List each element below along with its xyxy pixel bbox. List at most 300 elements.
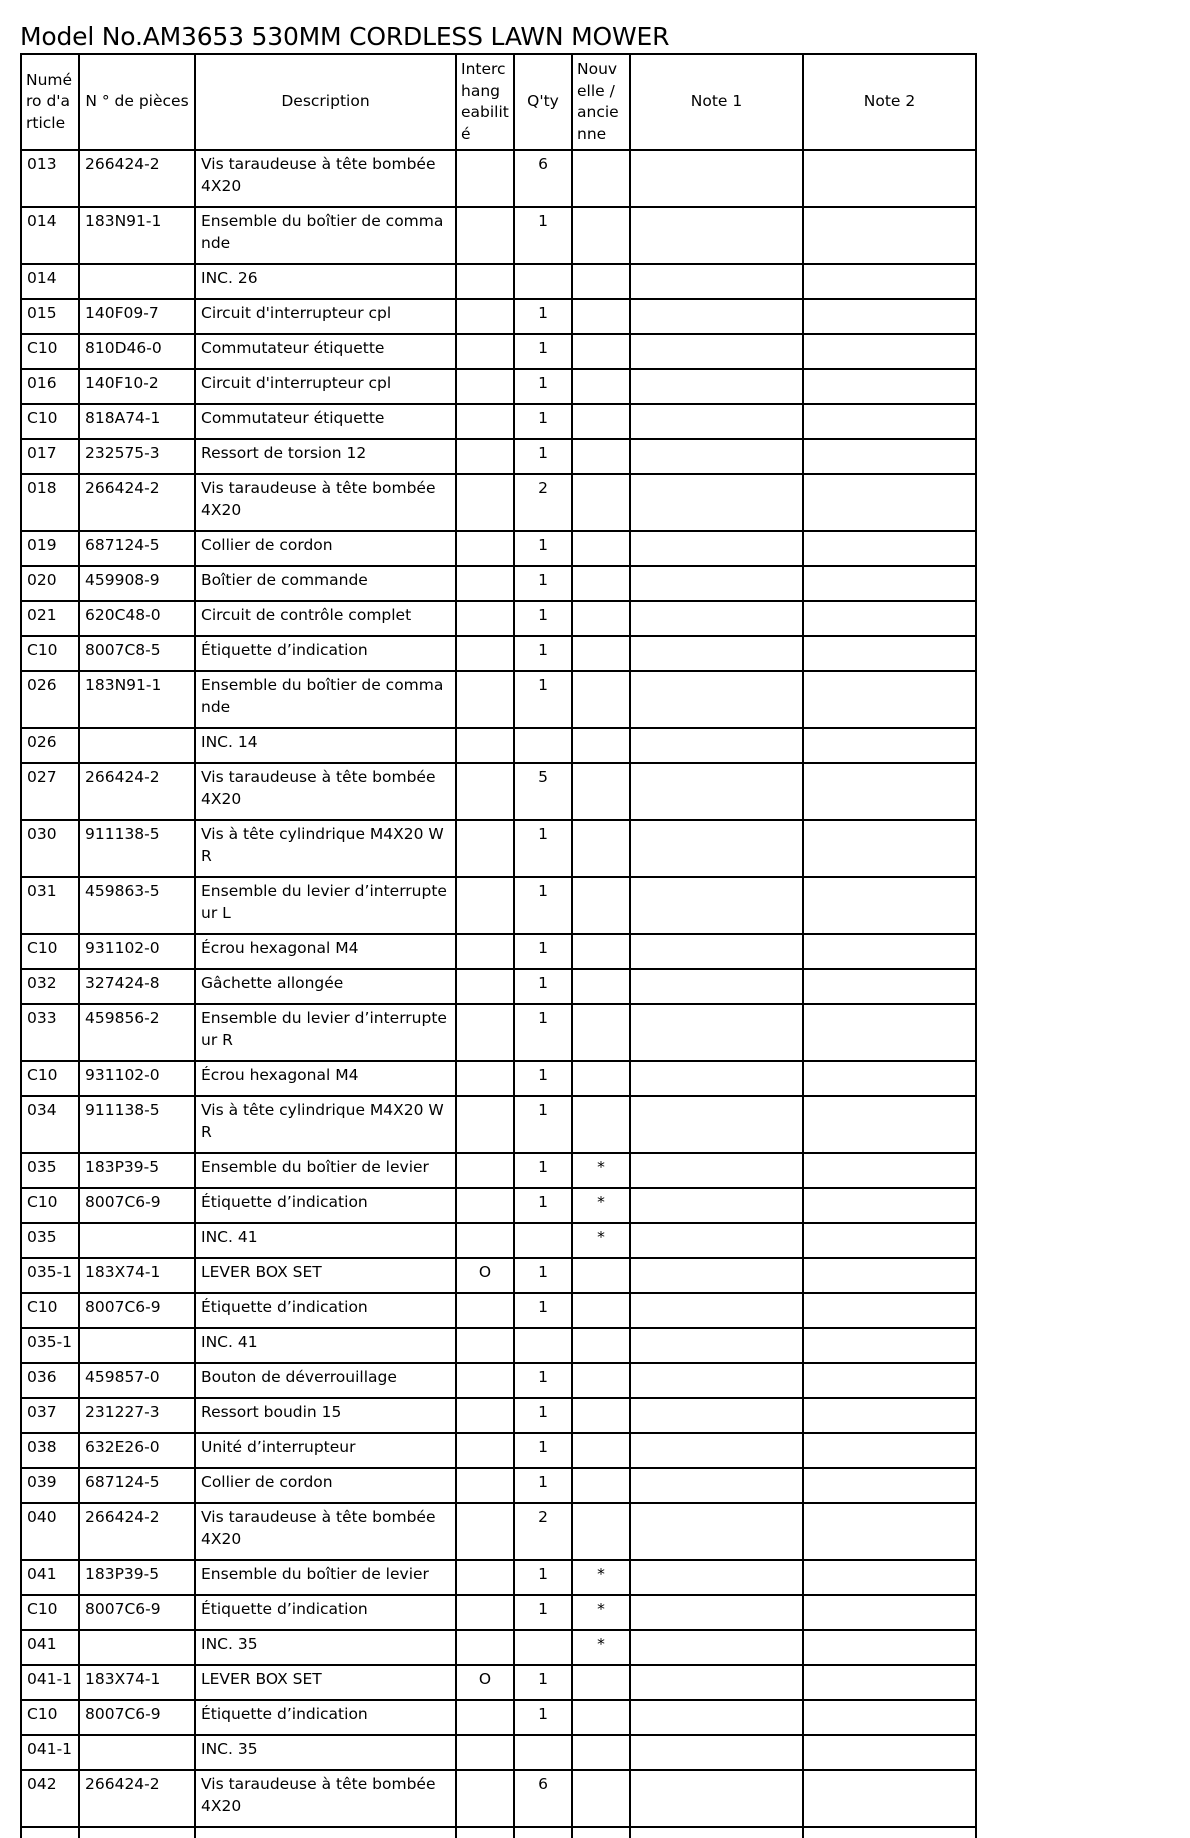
cell-note-1: [630, 728, 803, 763]
cell-interchangeability: [456, 820, 514, 877]
table-row: [21, 566, 976, 601]
cell-part-no: 459908-9: [79, 566, 195, 601]
table-row: [21, 934, 976, 969]
cell-interchangeability: [456, 369, 514, 404]
cell-description: Écrou hexagonal M4: [195, 1061, 456, 1096]
cell-item-no: C10: [21, 334, 79, 369]
cell-note-2: [803, 1468, 976, 1503]
cell-note-2: [803, 1188, 976, 1223]
table-row: [21, 1595, 976, 1630]
cell-qty: [514, 1223, 572, 1258]
cell-part-no: [79, 1223, 195, 1258]
cell-note-2: [803, 934, 976, 969]
cell-part-no: 232575-3: [79, 439, 195, 474]
cell-new-old: [572, 1433, 630, 1468]
cell-note-1: [630, 531, 803, 566]
table-row: [21, 1770, 976, 1827]
cell-part-no: 459863-5: [79, 877, 195, 934]
cell-description: Vis taraudeuse à tête bombée 4X20: [195, 150, 456, 207]
cell-description: Étiquette d’indication: [195, 1293, 456, 1328]
cell-description: INC. 41: [195, 1223, 456, 1258]
cell-note-2: [803, 636, 976, 671]
cell-new-old: [572, 1735, 630, 1770]
cell-description: LEVER BOX SET: [195, 1665, 456, 1700]
cell-description: Vis à tête cylindrique M4X20 WR: [195, 820, 456, 877]
cell-note-2: [803, 1223, 976, 1258]
cell-new-old: [572, 264, 630, 299]
table-row: [21, 763, 976, 820]
header-note-2: Note 2: [803, 54, 976, 150]
cell-empty: [195, 1827, 456, 1838]
cell-note-1: [630, 1293, 803, 1328]
table-row: [21, 1223, 976, 1258]
cell-new-old: *: [572, 1595, 630, 1630]
table-row: [21, 439, 976, 474]
cell-interchangeability: [456, 299, 514, 334]
cell-part-no: 459856-2: [79, 1004, 195, 1061]
cell-new-old: [572, 566, 630, 601]
cell-item-no: 038: [21, 1433, 79, 1468]
table-row-partial: [21, 1827, 976, 1838]
cell-note-1: [630, 1328, 803, 1363]
cell-note-1: [630, 1061, 803, 1096]
cell-new-old: [572, 531, 630, 566]
cell-note-1: [630, 1770, 803, 1827]
cell-qty: 1: [514, 299, 572, 334]
cell-item-no: C10: [21, 1061, 79, 1096]
cell-interchangeability: [456, 264, 514, 299]
cell-part-no: [79, 1328, 195, 1363]
cell-item-no: 039: [21, 1468, 79, 1503]
cell-part-no: 931102-0: [79, 1061, 195, 1096]
cell-qty: [514, 1735, 572, 1770]
cell-description: Bouton de déverrouillage: [195, 1363, 456, 1398]
cell-part-no: 911138-5: [79, 1096, 195, 1153]
table-row: [21, 1503, 976, 1560]
cell-description: INC. 26: [195, 264, 456, 299]
cell-description: Circuit d'interrupteur cpl: [195, 369, 456, 404]
cell-interchangeability: [456, 969, 514, 1004]
cell-new-old: [572, 299, 630, 334]
cell-item-no: 040: [21, 1503, 79, 1560]
cell-item-no: 035-1: [21, 1328, 79, 1363]
cell-note-2: [803, 1328, 976, 1363]
cell-item-no: 013: [21, 150, 79, 207]
cell-interchangeability: [456, 1398, 514, 1433]
cell-new-old: [572, 1061, 630, 1096]
cell-new-old: *: [572, 1630, 630, 1665]
cell-qty: 1: [514, 1433, 572, 1468]
cell-new-old: [572, 934, 630, 969]
cell-note-2: [803, 1433, 976, 1468]
cell-note-1: [630, 969, 803, 1004]
cell-note-2: [803, 334, 976, 369]
cell-interchangeability: [456, 1328, 514, 1363]
cell-item-no: 033: [21, 1004, 79, 1061]
cell-item-no: 035: [21, 1223, 79, 1258]
cell-description: Gâchette allongée: [195, 969, 456, 1004]
cell-description: Ressort boudin 15: [195, 1398, 456, 1433]
header-new-old: Nouvelle / ancienne: [572, 54, 630, 150]
cell-interchangeability: [456, 566, 514, 601]
table-row: [21, 1630, 976, 1665]
cell-note-1: [630, 601, 803, 636]
cell-empty: [630, 1827, 803, 1838]
cell-qty: 1: [514, 369, 572, 404]
cell-qty: 1: [514, 531, 572, 566]
cell-new-old: [572, 207, 630, 264]
cell-interchangeability: [456, 763, 514, 820]
cell-item-no: 034: [21, 1096, 79, 1153]
cell-item-no: C10: [21, 1595, 79, 1630]
table-row: [21, 1061, 976, 1096]
cell-note-1: [630, 1433, 803, 1468]
cell-qty: 1: [514, 334, 572, 369]
cell-note-2: [803, 1153, 976, 1188]
cell-qty: 2: [514, 1503, 572, 1560]
cell-description: Collier de cordon: [195, 531, 456, 566]
cell-part-no: 687124-5: [79, 531, 195, 566]
cell-interchangeability: [456, 1468, 514, 1503]
cell-interchangeability: [456, 1503, 514, 1560]
cell-description: INC. 35: [195, 1735, 456, 1770]
cell-interchangeability: [456, 1188, 514, 1223]
cell-note-1: [630, 1153, 803, 1188]
cell-note-2: [803, 150, 976, 207]
cell-new-old: *: [572, 1223, 630, 1258]
table-row: [21, 474, 976, 531]
cell-qty: [514, 728, 572, 763]
header-qty: Q'ty: [514, 54, 572, 150]
table-row: [21, 1363, 976, 1398]
cell-interchangeability: [456, 1735, 514, 1770]
cell-qty: 1: [514, 404, 572, 439]
header-item-no: Numéro d'article: [21, 54, 79, 150]
cell-part-no: 327424-8: [79, 969, 195, 1004]
cell-part-no: 8007C6-9: [79, 1188, 195, 1223]
cell-interchangeability: [456, 601, 514, 636]
cell-note-2: [803, 404, 976, 439]
table-row: [21, 636, 976, 671]
table-header-row: [21, 54, 976, 150]
cell-item-no: C10: [21, 1700, 79, 1735]
cell-item-no: 019: [21, 531, 79, 566]
cell-item-no: C10: [21, 636, 79, 671]
cell-qty: 1: [514, 566, 572, 601]
header-interchangeability: Interchangeabilité: [456, 54, 514, 150]
cell-new-old: [572, 969, 630, 1004]
cell-item-no: 026: [21, 671, 79, 728]
cell-note-1: [630, 1398, 803, 1433]
table-row: [21, 334, 976, 369]
cell-note-2: [803, 1595, 976, 1630]
cell-part-no: 687124-5: [79, 1468, 195, 1503]
cell-interchangeability: [456, 1004, 514, 1061]
cell-description: INC. 14: [195, 728, 456, 763]
cell-interchangeability: [456, 1223, 514, 1258]
cell-interchangeability: [456, 728, 514, 763]
cell-note-2: [803, 207, 976, 264]
cell-part-no: 183N91-1: [79, 671, 195, 728]
cell-new-old: [572, 728, 630, 763]
cell-interchangeability: [456, 150, 514, 207]
cell-description: Vis à tête cylindrique M4X20 WR: [195, 1096, 456, 1153]
cell-note-1: [630, 566, 803, 601]
cell-description: Ensemble du boîtier de commande: [195, 207, 456, 264]
cell-qty: 1: [514, 1096, 572, 1153]
table-row: [21, 1004, 976, 1061]
cell-qty: 1: [514, 1363, 572, 1398]
cell-interchangeability: [456, 1770, 514, 1827]
cell-note-1: [630, 1503, 803, 1560]
cell-qty: 1: [514, 671, 572, 728]
cell-note-1: [630, 763, 803, 820]
cell-item-no: 015: [21, 299, 79, 334]
header-description: Description: [195, 54, 456, 150]
cell-description: Vis taraudeuse à tête bombée 4X20: [195, 763, 456, 820]
cell-note-2: [803, 1700, 976, 1735]
parts-table: [20, 53, 977, 1838]
cell-note-2: [803, 1630, 976, 1665]
cell-note-2: [803, 1293, 976, 1328]
cell-description: Unité d’interrupteur: [195, 1433, 456, 1468]
cell-description: INC. 41: [195, 1328, 456, 1363]
cell-qty: 1: [514, 820, 572, 877]
cell-part-no: 8007C8-5: [79, 636, 195, 671]
cell-note-2: [803, 299, 976, 334]
cell-description: Vis taraudeuse à tête bombée 4X20: [195, 1503, 456, 1560]
cell-part-no: 818A74-1: [79, 404, 195, 439]
cell-qty: 1: [514, 439, 572, 474]
cell-description: Étiquette d’indication: [195, 1595, 456, 1630]
cell-item-no: C10: [21, 1293, 79, 1328]
cell-interchangeability: [456, 1153, 514, 1188]
cell-new-old: [572, 1363, 630, 1398]
cell-note-1: [630, 334, 803, 369]
cell-interchangeability: [456, 1433, 514, 1468]
cell-part-no: 183N91-1: [79, 207, 195, 264]
cell-qty: 1: [514, 1700, 572, 1735]
cell-note-1: [630, 299, 803, 334]
cell-part-no: 620C48-0: [79, 601, 195, 636]
cell-description: Circuit de contrôle complet: [195, 601, 456, 636]
table-row: [21, 1700, 976, 1735]
cell-note-1: [630, 439, 803, 474]
cell-new-old: *: [572, 1188, 630, 1223]
cell-qty: 1: [514, 1188, 572, 1223]
cell-item-no: 026: [21, 728, 79, 763]
cell-qty: 1: [514, 1293, 572, 1328]
cell-new-old: [572, 1004, 630, 1061]
cell-description: Collier de cordon: [195, 1468, 456, 1503]
cell-part-no: 810D46-0: [79, 334, 195, 369]
cell-description: Commutateur étiquette: [195, 334, 456, 369]
cell-note-1: [630, 1560, 803, 1595]
table-row: [21, 1735, 976, 1770]
cell-part-no: [79, 1630, 195, 1665]
cell-part-no: [79, 264, 195, 299]
cell-note-2: [803, 969, 976, 1004]
cell-qty: 1: [514, 1468, 572, 1503]
cell-note-2: [803, 566, 976, 601]
cell-interchangeability: O: [456, 1665, 514, 1700]
parts-table-body: [21, 150, 976, 1838]
cell-note-2: [803, 1735, 976, 1770]
cell-note-1: [630, 1004, 803, 1061]
cell-note-2: [803, 264, 976, 299]
cell-note-1: [630, 1468, 803, 1503]
cell-qty: 1: [514, 877, 572, 934]
cell-note-1: [630, 1630, 803, 1665]
cell-empty: [514, 1827, 572, 1838]
cell-part-no: 459857-0: [79, 1363, 195, 1398]
cell-item-no: 014: [21, 207, 79, 264]
table-row: [21, 1258, 976, 1293]
cell-description: Ensemble du boîtier de levier: [195, 1153, 456, 1188]
cell-item-no: 017: [21, 439, 79, 474]
cell-description: Étiquette d’indication: [195, 1188, 456, 1223]
table-row: [21, 671, 976, 728]
cell-interchangeability: [456, 474, 514, 531]
cell-empty: [21, 1827, 79, 1838]
cell-new-old: [572, 1328, 630, 1363]
header-note-1: Note 1: [630, 54, 803, 150]
cell-new-old: [572, 1770, 630, 1827]
cell-note-2: [803, 1004, 976, 1061]
cell-item-no: 014: [21, 264, 79, 299]
table-row: [21, 531, 976, 566]
table-row: [21, 728, 976, 763]
cell-note-1: [630, 207, 803, 264]
cell-qty: 1: [514, 636, 572, 671]
cell-new-old: [572, 1293, 630, 1328]
cell-note-2: [803, 763, 976, 820]
cell-qty: [514, 264, 572, 299]
cell-interchangeability: [456, 1560, 514, 1595]
cell-interchangeability: [456, 334, 514, 369]
cell-note-2: [803, 1363, 976, 1398]
cell-part-no: 266424-2: [79, 1503, 195, 1560]
cell-item-no: 041: [21, 1560, 79, 1595]
cell-description: Écrou hexagonal M4: [195, 934, 456, 969]
cell-interchangeability: [456, 1061, 514, 1096]
cell-new-old: [572, 334, 630, 369]
cell-note-1: [630, 264, 803, 299]
cell-item-no: 031: [21, 877, 79, 934]
cell-description: LEVER BOX SET: [195, 1258, 456, 1293]
cell-item-no: 021: [21, 601, 79, 636]
cell-part-no: 231227-3: [79, 1398, 195, 1433]
table-row: [21, 1188, 976, 1223]
cell-interchangeability: [456, 439, 514, 474]
cell-item-no: C10: [21, 1188, 79, 1223]
cell-qty: 1: [514, 969, 572, 1004]
cell-description: Boîtier de commande: [195, 566, 456, 601]
cell-item-no: 036: [21, 1363, 79, 1398]
table-row: [21, 1153, 976, 1188]
cell-item-no: 035: [21, 1153, 79, 1188]
cell-new-old: [572, 1503, 630, 1560]
cell-description: Étiquette d’indication: [195, 636, 456, 671]
cell-note-2: [803, 1770, 976, 1827]
cell-part-no: 8007C6-9: [79, 1700, 195, 1735]
cell-item-no: 016: [21, 369, 79, 404]
cell-note-1: [630, 1223, 803, 1258]
cell-qty: 1: [514, 1398, 572, 1433]
cell-empty: [79, 1827, 195, 1838]
cell-part-no: [79, 1735, 195, 1770]
cell-item-no: 037: [21, 1398, 79, 1433]
cell-qty: 1: [514, 207, 572, 264]
cell-interchangeability: [456, 531, 514, 566]
cell-note-1: [630, 934, 803, 969]
cell-item-no: 035-1: [21, 1258, 79, 1293]
cell-part-no: 140F09-7: [79, 299, 195, 334]
cell-note-1: [630, 636, 803, 671]
cell-note-1: [630, 1735, 803, 1770]
cell-item-no: C10: [21, 934, 79, 969]
cell-note-2: [803, 820, 976, 877]
cell-new-old: [572, 474, 630, 531]
cell-part-no: 266424-2: [79, 474, 195, 531]
cell-note-2: [803, 369, 976, 404]
cell-description: Ressort de torsion 12: [195, 439, 456, 474]
cell-part-no: 183X74-1: [79, 1665, 195, 1700]
cell-new-old: *: [572, 1153, 630, 1188]
cell-qty: 1: [514, 1665, 572, 1700]
table-row: [21, 207, 976, 264]
table-row: [21, 264, 976, 299]
cell-part-no: 911138-5: [79, 820, 195, 877]
cell-new-old: [572, 1468, 630, 1503]
cell-note-2: [803, 877, 976, 934]
cell-item-no: 018: [21, 474, 79, 531]
cell-new-old: [572, 369, 630, 404]
cell-note-1: [630, 1700, 803, 1735]
cell-note-2: [803, 474, 976, 531]
cell-note-1: [630, 877, 803, 934]
cell-part-no: 8007C6-9: [79, 1595, 195, 1630]
table-row: [21, 299, 976, 334]
cell-new-old: [572, 671, 630, 728]
cell-new-old: *: [572, 1560, 630, 1595]
table-row: [21, 820, 976, 877]
cell-note-2: [803, 671, 976, 728]
cell-new-old: [572, 439, 630, 474]
cell-description: INC. 35: [195, 1630, 456, 1665]
cell-note-1: [630, 474, 803, 531]
cell-empty: [572, 1827, 630, 1838]
cell-note-1: [630, 369, 803, 404]
cell-part-no: 8007C6-9: [79, 1293, 195, 1328]
cell-description: Ensemble du boîtier de levier: [195, 1560, 456, 1595]
cell-interchangeability: O: [456, 1258, 514, 1293]
cell-note-1: [630, 1258, 803, 1293]
cell-new-old: [572, 1700, 630, 1735]
cell-item-no: 030: [21, 820, 79, 877]
table-row: [21, 1398, 976, 1433]
cell-qty: 1: [514, 1004, 572, 1061]
cell-interchangeability: [456, 1096, 514, 1153]
table-row: [21, 1560, 976, 1595]
cell-qty: 1: [514, 934, 572, 969]
cell-qty: 1: [514, 1258, 572, 1293]
cell-description: Commutateur étiquette: [195, 404, 456, 439]
cell-new-old: [572, 1258, 630, 1293]
cell-item-no: 041-1: [21, 1735, 79, 1770]
cell-item-no: 020: [21, 566, 79, 601]
cell-new-old: [572, 820, 630, 877]
